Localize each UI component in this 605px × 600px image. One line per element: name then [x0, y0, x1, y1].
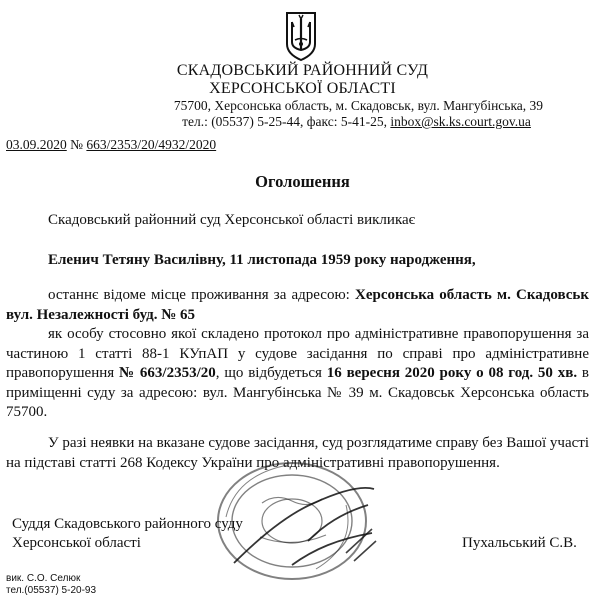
address-paragraph	[6, 286, 589, 325]
number-sign: №	[66, 137, 87, 152]
court-address: 75700, Херсонська область, м. Скадовськ, вул. Мангубінська, 39	[173, 98, 544, 113]
judge-name: Пухальський С.В.	[462, 535, 577, 551]
registration-number: 663/2353/20/4932/2020	[86, 137, 217, 152]
protocol-paragraph	[6, 325, 589, 423]
intro-text: Скадовський районний суд Херсонської області викликає	[48, 212, 416, 228]
trident-emblem-icon	[284, 10, 318, 62]
contacts-phone-fax: тел.: (05537) 5-25-44, факс: 5-41-25,	[182, 114, 391, 129]
judge-title-line-2: Херсонської області	[12, 535, 141, 551]
protocol-text-2: , що відбудеться	[215, 365, 327, 381]
email-link[interactable]: inbox@sk.ks.court.gov.ua	[390, 114, 531, 129]
registration-date: 03.09.2020	[6, 137, 67, 152]
page-title: Оголошення	[255, 172, 350, 191]
court-name: СКАДОВСЬКИЙ РАЙОННИЙ СУД	[176, 62, 429, 79]
judge-title-line-1: Суддя Скадовського районного суду	[12, 516, 243, 532]
registration-line	[6, 137, 216, 153]
hearing-datetime: 16 вересня 2020 року о 08 год. 50 хв.	[326, 365, 578, 381]
case-number: № 663/2353/20	[118, 365, 216, 381]
protocol-text-1: як особу стосовно якої складено протокол про адміністративне правопорушення за частиною 1 статті 88-1 КУпАП у судове засідання по справі про адміністративне правопорушення	[6, 326, 589, 381]
court-contacts	[54, 114, 605, 130]
executor-phone: тел.(05537) 5-20-93	[6, 585, 97, 596]
court-region: ХЕРСОНСЬКОЇ ОБЛАСТІ	[209, 80, 396, 97]
executor-name: вик. С.О. Селюк	[6, 573, 81, 584]
absence-paragraph: У разі неявки на вказане судове засідання, суд розглядатиме справу без Вашої участі на підставі статті 268 Кодексу України про адміністративні правопорушення.	[6, 435, 589, 471]
address-intro: останнє відоме місце проживання за адресою:	[48, 287, 355, 303]
residence-address: Херсонська область м. Скадовськ вул. Незалежності буд. № 65	[6, 287, 589, 323]
summoned-person: Еленич Тетяну Василівну, 11 листопада 1959 року народження,	[48, 252, 476, 268]
protocol-text-3: в приміщенні суду за адресою: вул. Мангубінська № 39 м. Скадовськ Херсонська область 75700.	[6, 365, 589, 420]
